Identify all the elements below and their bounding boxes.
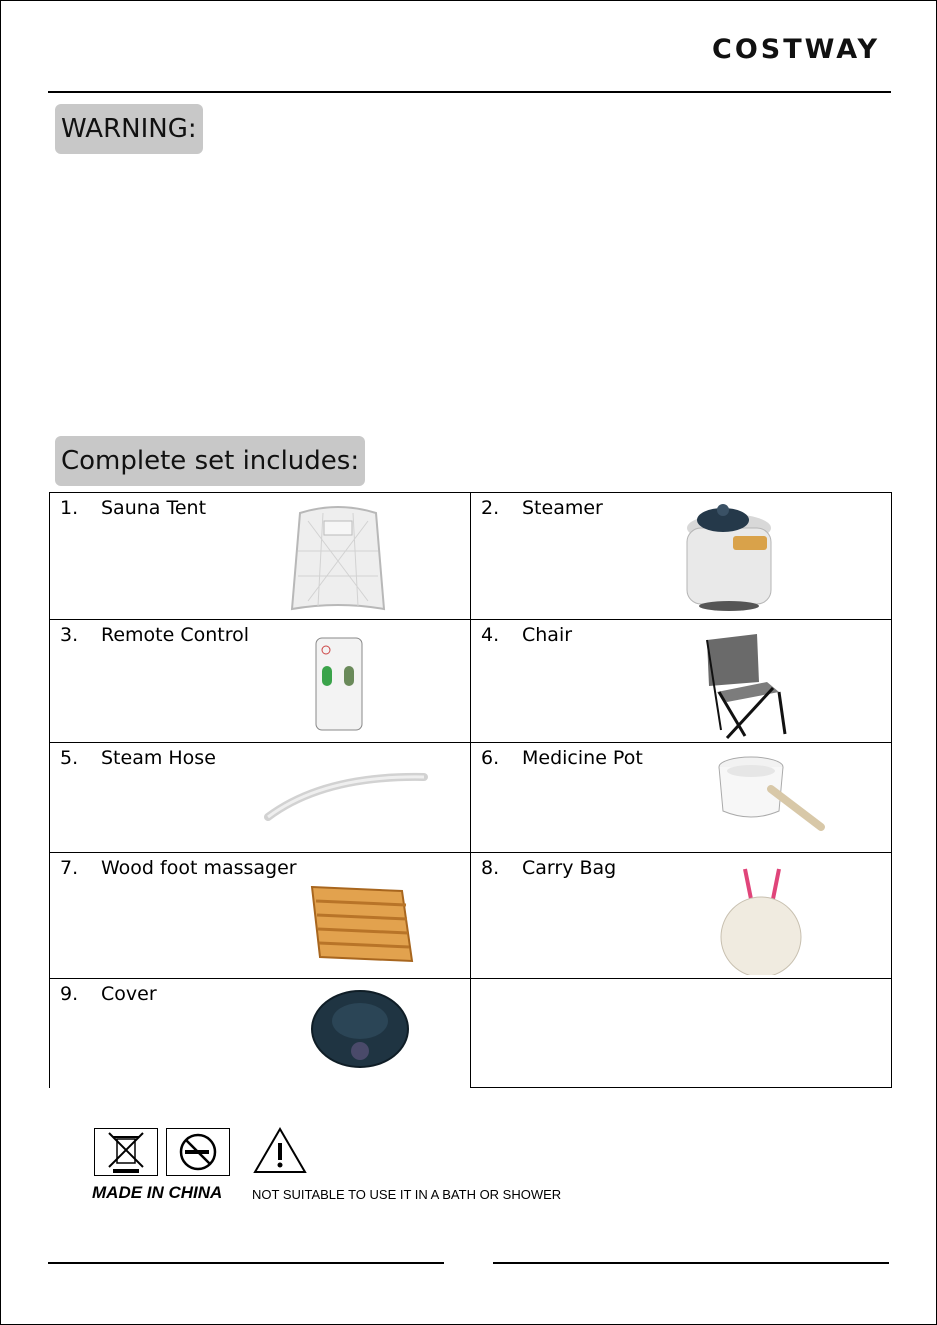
item-name: Steam Hose xyxy=(101,747,216,769)
item-cell-chair xyxy=(471,620,892,743)
cover-image xyxy=(308,987,412,1071)
item-name: Wood foot massager xyxy=(101,857,297,879)
item-cell-sauna-tent xyxy=(50,493,471,620)
item-cell-medicine-pot xyxy=(471,743,892,853)
remote-control-image xyxy=(314,636,364,732)
recycle-bin-icon xyxy=(94,1128,158,1176)
sauna-tent-image xyxy=(288,501,388,613)
footer-rule-right xyxy=(493,1262,889,1264)
steamer-image xyxy=(683,498,775,614)
item-cell-carry-bag xyxy=(471,853,892,979)
footer-rule-left xyxy=(48,1262,444,1264)
item-name: Remote Control xyxy=(101,624,250,646)
bath-warning-label: NOT SUITABLE TO USE IT IN A BATH OR SHOWER xyxy=(252,1187,562,1202)
wood-foot-massager-image xyxy=(306,879,418,965)
item-cell-wood-foot-massager xyxy=(50,853,471,979)
brand-logo: COSTWAY xyxy=(712,34,881,65)
made-in-china-label: MADE IN CHINA xyxy=(92,1183,223,1202)
carry-bag-image xyxy=(717,863,807,975)
item-number: 4. xyxy=(481,624,500,646)
item-number: 9. xyxy=(60,983,79,1005)
item-name: Sauna Tent xyxy=(101,497,207,519)
item-cell-cover xyxy=(50,979,471,1088)
item-name: Chair xyxy=(522,624,573,646)
item-cell-empty xyxy=(471,979,892,1088)
item-name: Steamer xyxy=(522,497,603,519)
no-smoking-icon xyxy=(166,1128,230,1176)
medicine-pot-image xyxy=(711,749,827,831)
item-number: 8. xyxy=(481,857,500,879)
item-number: 7. xyxy=(60,857,79,879)
item-name: Medicine Pot xyxy=(522,747,643,769)
item-cell-steamer xyxy=(471,493,892,620)
item-number: 1. xyxy=(60,497,79,519)
item-name: Cover xyxy=(101,983,157,1005)
set-heading: Complete set includes: xyxy=(55,436,365,486)
item-name: Carry Bag xyxy=(522,857,617,879)
warning-triangle-icon xyxy=(252,1126,308,1176)
warning-heading: WARNING: xyxy=(55,104,203,154)
item-cell-remote-control xyxy=(50,620,471,743)
item-number: 3. xyxy=(60,624,79,646)
items-table xyxy=(49,492,892,1088)
item-number: 6. xyxy=(481,747,500,769)
header-rule xyxy=(48,91,891,93)
item-cell-steam-hose xyxy=(50,743,471,853)
item-number: 2. xyxy=(481,497,500,519)
item-number: 5. xyxy=(60,747,79,769)
chair-image xyxy=(697,630,793,742)
steam-hose-image xyxy=(264,769,428,823)
